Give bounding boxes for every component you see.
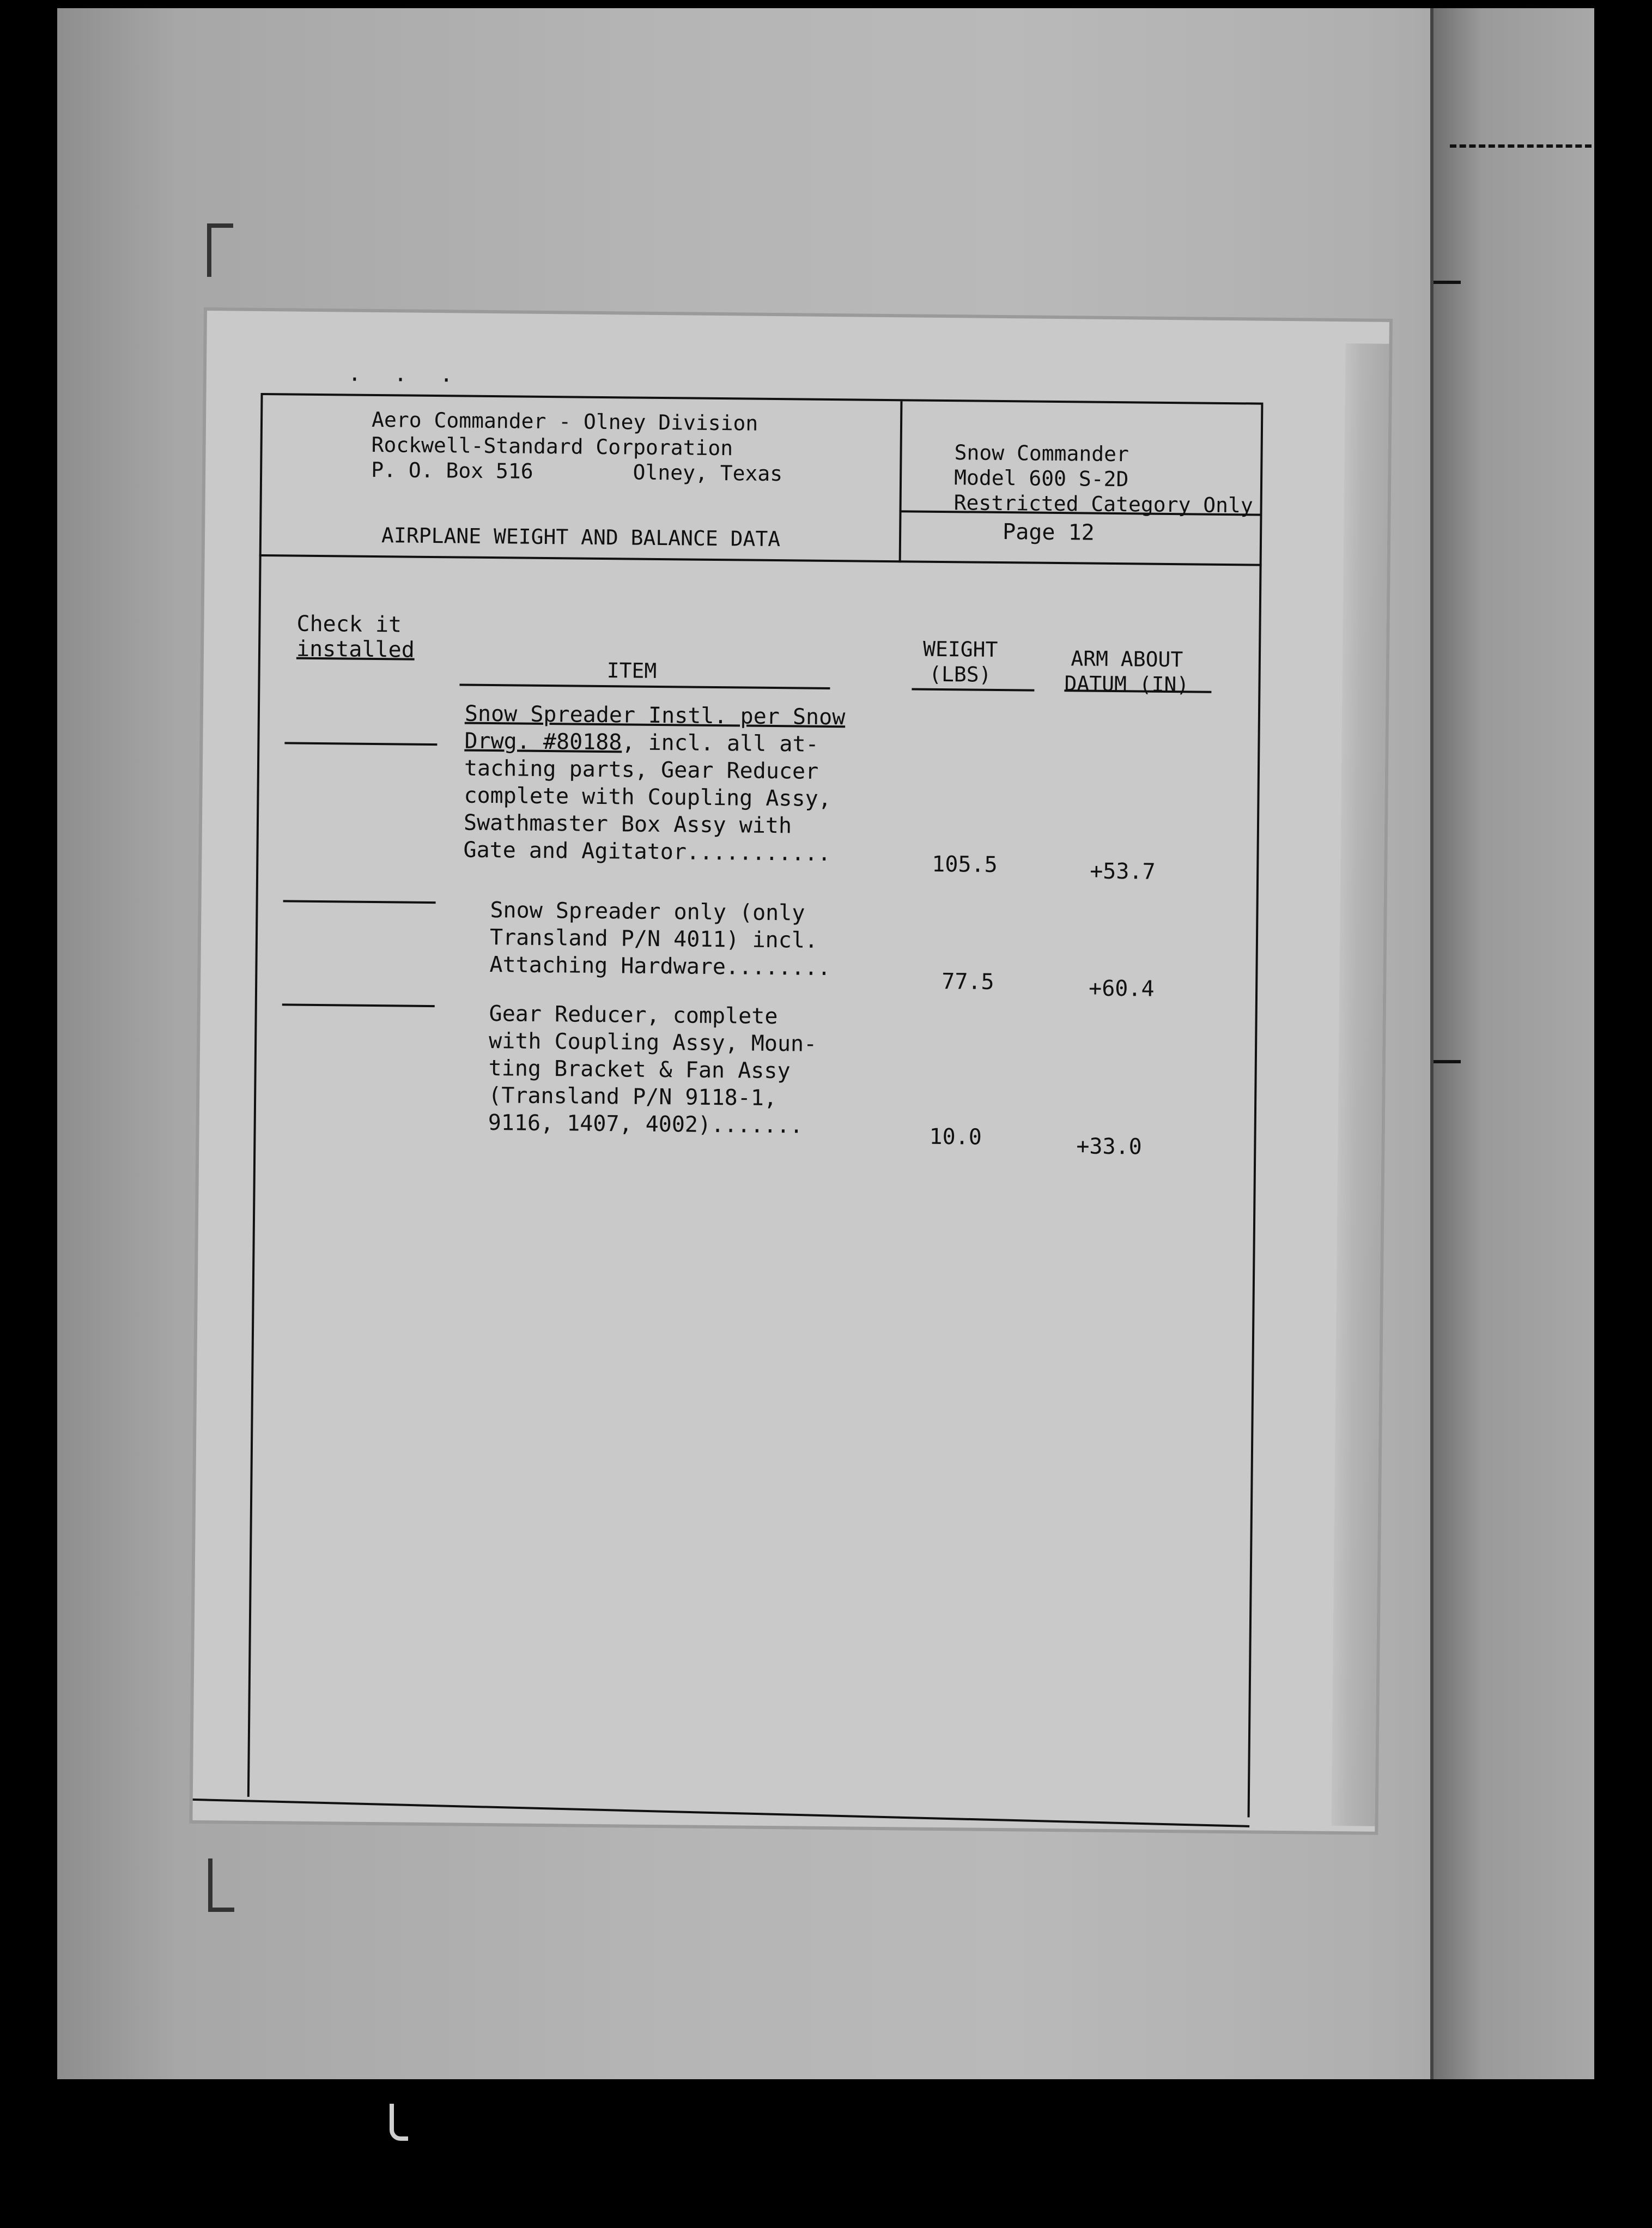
company-address: P. O. Box 516 Olney, Texas: [371, 457, 783, 486]
item-line: Snow Spreader Instl. per Snow: [464, 701, 846, 730]
check-installed-blank[interactable]: [284, 742, 437, 746]
column-header-item-rule: [459, 683, 830, 689]
company-corporation: Rockwell-Standard Corporation: [371, 432, 733, 461]
weight-balance-sheet: [192, 311, 1389, 1832]
frame-right: [1248, 564, 1262, 1818]
header-divider: [899, 401, 903, 562]
company-name: Aero Commander - Olney Division: [371, 407, 758, 435]
model-name: Snow Commander: [954, 440, 1129, 467]
stray-marks: . . .: [348, 361, 463, 388]
column-header-weight: [922, 637, 998, 687]
check-installed-blank[interactable]: [282, 1003, 435, 1007]
column-header-check-line1: Check it: [296, 611, 402, 638]
item-arm: +60.4: [1088, 976, 1155, 1002]
model-number: Model 600 S-2D: [953, 465, 1129, 492]
film-margin-strip: [1430, 8, 1594, 2079]
table-row: [256, 894, 1259, 1002]
item-line: Attaching Hardware........: [489, 952, 831, 981]
check-installed-blank[interactable]: [283, 900, 436, 904]
frame-left: [247, 554, 262, 1797]
model-category: Restricted Category Only: [953, 491, 1253, 518]
item-line: Swathmaster Box Assy with: [463, 810, 792, 839]
model-block: [953, 440, 1253, 518]
item-line: Gate and Agitator...........: [463, 837, 831, 867]
item-weight: 105.5: [932, 851, 998, 877]
drawing-reference: Drwg. #80188: [464, 728, 622, 755]
document-body: [247, 361, 1264, 1820]
item-line-rest: , incl. all at-: [622, 730, 819, 757]
company-block: [371, 407, 783, 486]
column-header-weight-line1: WEIGHT: [922, 637, 998, 662]
margin-tick-mark: [1434, 281, 1461, 284]
film-mark: [390, 2104, 408, 2141]
item-line: (Transland P/N 9118-1,: [488, 1083, 778, 1111]
table-row: [258, 698, 1260, 885]
column-header-weight-rule: [912, 688, 1034, 691]
item-arm: +33.0: [1076, 1134, 1142, 1160]
margin-tick-mark: [1434, 1060, 1461, 1063]
item-description: [488, 1000, 817, 1140]
margin-dash-line: [1450, 144, 1592, 148]
crop-bracket-top: [207, 223, 233, 277]
item-line: Transland P/N 4011) incl.: [489, 925, 818, 953]
item-line: Snow Spreader only (only: [490, 898, 805, 926]
page-number: Page 12: [1002, 519, 1095, 546]
header-box: [259, 393, 1264, 566]
column-header-check: [296, 612, 415, 663]
form-title: AIRPLANE WEIGHT AND BALANCE DATA: [381, 523, 781, 552]
item-line: 9116, 1407, 4002).......: [488, 1110, 803, 1139]
item-weight: 77.5: [942, 968, 994, 995]
column-header-item: ITEM: [606, 658, 657, 683]
item-weight: 10.0: [929, 1124, 982, 1150]
column-header-arm-line1: ARM ABOUT: [1071, 646, 1183, 672]
crop-bracket-bottom: [208, 1858, 234, 1912]
item-description: [489, 897, 831, 982]
column-header-check-line2: installed: [296, 636, 415, 663]
item-line: taching parts, Gear Reducer: [464, 755, 819, 784]
item-line: complete with Coupling Assy,: [464, 783, 831, 812]
item-arm: +53.7: [1089, 858, 1156, 885]
column-header-arm-line2: DATUM (IN): [1064, 671, 1189, 697]
item-line: Gear Reducer, complete: [489, 1001, 778, 1030]
item-line: with Coupling Assy, Moun-: [488, 1028, 817, 1057]
item-description: [463, 700, 845, 868]
column-header-weight-line2: (LBS): [928, 662, 992, 687]
item-line: [464, 728, 845, 759]
item-line: ting Bracket & Fan Assy: [488, 1056, 791, 1084]
